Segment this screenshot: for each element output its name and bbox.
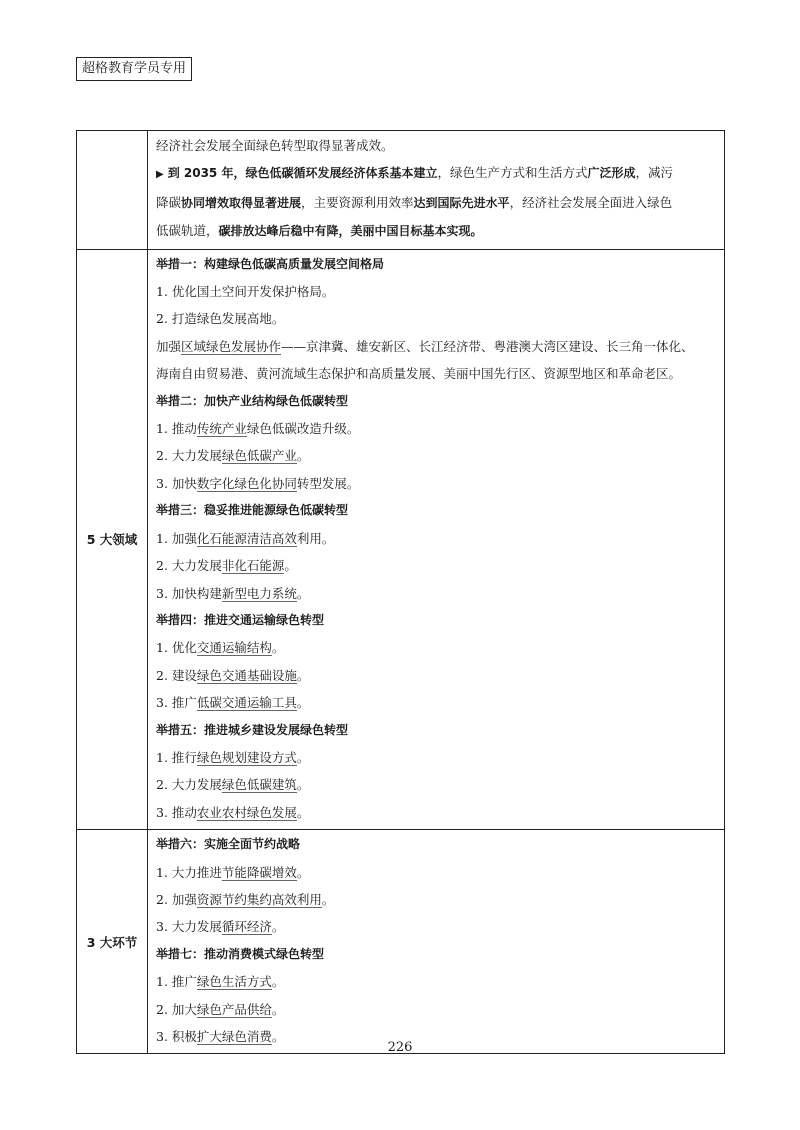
- measure-4-item-1: 1. 优化交通运输结构。: [156, 640, 285, 656]
- measure-6-item-3: 3. 大力发展循环经济。: [156, 919, 285, 935]
- measure-2-title: 举措二：加快产业结构绿色低碳转型: [156, 393, 349, 408]
- three-links-label: 3 大环节: [77, 830, 148, 1054]
- measure-7-title: 举措七：推动消费模式绿色转型: [156, 946, 325, 961]
- measure-2-item-3: 3. 加快数字化绿色化协同转型发展。: [156, 475, 360, 491]
- goals-row: [77, 131, 725, 250]
- measure-4-item-2: 2. 建设绿色交通基础设施。: [156, 667, 310, 683]
- goals-line-4: 低碳轨道，碳排放达峰后稳中有降，美丽中国目标基本实现。: [156, 223, 483, 239]
- goals-line-3: 降碳协同增效取得显著进展，主要资源利用效率达到国际先进水平，经济社会发展全面进入绿色: [156, 194, 673, 210]
- goals-label-cell: [77, 131, 148, 250]
- five-areas-row: [77, 249, 725, 830]
- measure-5-title: 举措五：推进城乡建设发展绿色转型: [156, 722, 349, 737]
- triangle-bullet-icon: ▶: [156, 169, 164, 181]
- measure-1-detail-2: 海南自由贸易港、黄河流域生态保护和高质量发展、美丽中国先行区、资源型地区和革命老区。: [156, 366, 682, 382]
- measure-3-title: 举措三：稳妥推进能源绿色低碳转型: [156, 503, 349, 518]
- five-areas-content: [148, 249, 725, 830]
- measure-3-item-3: 3. 加快构建新型电力系统。: [156, 585, 310, 601]
- header-badge: 超格教育学员专用: [76, 57, 192, 81]
- measure-6-item-1: 1. 大力推进节能降碳增效。: [156, 864, 310, 880]
- measure-7-item-2: 2. 加大绿色产品供给。: [156, 1001, 285, 1017]
- measure-3-item-1: 1. 加强化石能源清洁高效利用。: [156, 530, 335, 546]
- measure-1-detail-1: 加强区域绿色发展协作——京津冀、雄安新区、长江经济带、粤港澳大湾区建设、长三角一体化、: [156, 338, 694, 354]
- measure-1-item-1: 1. 优化国土空间开发保护格局。: [156, 284, 335, 300]
- measures-table: [76, 130, 725, 1054]
- three-links-content: [148, 830, 725, 1054]
- measure-6-title: 举措六：实施全面节约战略: [156, 837, 301, 852]
- measure-4-title: 举措四：推进交通运输绿色转型: [156, 612, 325, 627]
- three-links-row: [77, 830, 725, 1054]
- measure-5-item-3: 3. 推动农业农村绿色发展。: [156, 804, 310, 820]
- goals-line-1: 经济社会发展全面绿色转型取得显著成效。: [156, 138, 394, 153]
- goals-line-2: ▶ 到 2035 年，绿色低碳循环发展经济体系基本建立，绿色生产方式和生活方式广泛形成，减污: [156, 165, 674, 181]
- measure-1-title: 举措一：构建绿色低碳高质量发展空间格局: [156, 256, 385, 271]
- measure-4-item-3: 3. 推广低碳交通运输工具。: [156, 695, 310, 711]
- measure-1-item-2: 2. 打造绿色发展高地。: [156, 311, 285, 327]
- measure-5-item-1: 1. 推行绿色规划建设方式。: [156, 749, 310, 765]
- measure-5-item-2: 2. 大力发展绿色低碳建筑。: [156, 777, 310, 793]
- measure-3-item-2: 2. 大力发展非化石能源。: [156, 558, 297, 574]
- page-number: 226: [387, 1040, 413, 1055]
- measure-7-item-1: 1. 推广绿色生活方式。: [156, 974, 285, 990]
- measure-2-item-1: 1. 推动传统产业绿色低碳改造升级。: [156, 421, 360, 437]
- measure-2-item-2: 2. 大力发展绿色低碳产业。: [156, 448, 310, 464]
- measure-7-item-3: 3. 积极扩大绿色消费。: [156, 1029, 285, 1044]
- measure-6-item-2: 2. 加强资源节约集约高效利用。: [156, 891, 335, 907]
- five-areas-label: 5 大领域: [77, 249, 148, 830]
- goals-content-cell: [148, 131, 725, 250]
